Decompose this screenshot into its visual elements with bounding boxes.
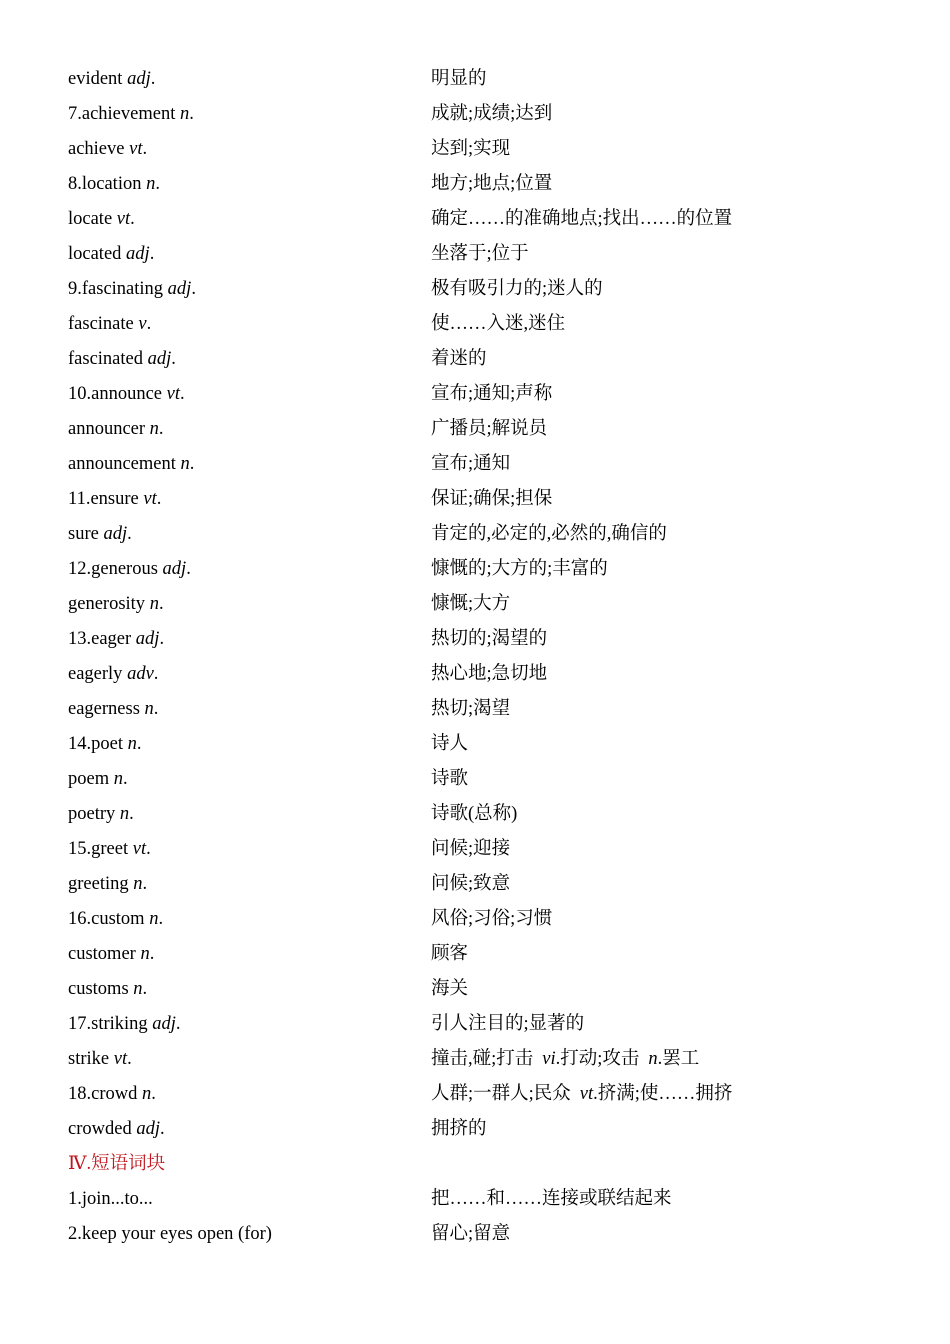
english-term: sure adj.	[68, 524, 132, 544]
english-term: announcement n.	[68, 454, 195, 474]
part-of-speech: adj	[127, 69, 151, 89]
part-of-speech: v	[138, 314, 147, 334]
english-term: eagerness n.	[68, 699, 159, 719]
english-term: 7.achievement n.	[68, 104, 194, 124]
part-of-speech: n	[179, 104, 190, 124]
chinese-meaning: 拥挤的	[431, 1119, 487, 1139]
chinese-meaning: 慷慨的;大方的;丰富的	[431, 559, 608, 579]
chinese-meaning: 问候;致意	[431, 874, 511, 894]
part-of-speech: n	[149, 594, 159, 614]
phrase-chinese: 把……和……连接或联结起来	[431, 1189, 672, 1209]
word-row	[0, 587, 950, 622]
chinese-meaning: 诗人	[431, 734, 469, 754]
part-of-speech: n	[119, 804, 130, 824]
part-of-speech: n	[127, 734, 137, 754]
phrase-row	[0, 1217, 950, 1252]
word-row	[0, 97, 950, 132]
english-term: poetry n.	[68, 804, 134, 824]
phrase-chinese: 留心;留意	[431, 1224, 511, 1244]
word-row	[0, 867, 950, 902]
word-row	[0, 692, 950, 727]
chinese-meaning: 风俗;习俗;习惯	[431, 909, 553, 929]
part-of-speech: n	[149, 909, 159, 929]
english-term: locate vt.	[68, 209, 135, 229]
word-row	[0, 1007, 950, 1042]
word-row	[0, 237, 950, 272]
chinese-meaning: 宣布;通知;声称	[431, 384, 553, 404]
english-term: 9.fascinating adj.	[68, 279, 196, 299]
vocabulary-list	[0, 62, 950, 1252]
word-row	[0, 447, 950, 482]
phrase-row	[0, 1182, 950, 1217]
word-row	[0, 307, 950, 342]
word-row-crowd	[0, 1077, 950, 1112]
word-rows	[0, 62, 950, 1042]
chinese-meaning: 问候;迎接	[431, 839, 511, 859]
chinese-meaning: 明显的	[431, 69, 487, 89]
part-of-speech: n	[146, 174, 156, 194]
chinese-meaning: 顾客	[431, 944, 469, 964]
word-row	[0, 62, 950, 97]
chinese-meaning: 坐落于;位于	[431, 244, 529, 264]
english-term: customer n.	[68, 944, 155, 964]
english-term: 15.greet vt.	[68, 839, 151, 859]
english-term: 17.striking adj.	[68, 1014, 181, 1034]
word-row	[0, 552, 950, 587]
word-row	[0, 657, 950, 692]
english-term: customs n.	[68, 979, 148, 999]
chinese-meaning: 确定……的准确地点;找出……的位置	[431, 209, 733, 229]
word-row	[0, 902, 950, 937]
english-term: evident adj.	[68, 69, 156, 89]
part-of-speech: adj	[135, 629, 160, 649]
english-term: fascinated adj.	[68, 349, 176, 369]
english-term: 18.crowd n.	[68, 1084, 156, 1104]
word-row	[0, 132, 950, 167]
english-term: poem n.	[68, 769, 128, 789]
word-row	[0, 762, 950, 797]
chinese-meaning: 极有吸引力的;迷人的	[431, 279, 603, 299]
chinese-meaning: 诗歌	[431, 769, 469, 789]
chinese-meaning: 地方;地点;位置	[431, 174, 553, 194]
chinese-meaning: 成就;成绩;达到	[431, 104, 553, 124]
phrase-english: 2.keep your eyes open (for)	[68, 1224, 272, 1244]
part-of-speech: n	[149, 419, 159, 439]
chinese-meaning: 慷慨;大方	[431, 594, 511, 614]
chinese-meaning: 着迷的	[431, 349, 487, 369]
part-of-speech: vt	[143, 489, 157, 509]
section-heading-row	[0, 1147, 950, 1182]
part-of-speech: adj	[167, 279, 192, 299]
word-row	[0, 377, 950, 412]
part-of-speech: adj	[126, 244, 150, 264]
part-of-speech: n	[133, 874, 143, 894]
english-term: 13.eager adj.	[68, 629, 165, 649]
word-row	[0, 622, 950, 657]
word-row	[0, 482, 950, 517]
english-term: eagerly adv.	[68, 664, 159, 684]
english-term: 12.generous adj.	[68, 559, 191, 579]
word-row-crowded	[0, 1112, 950, 1147]
english-term: located adj.	[68, 244, 155, 264]
chinese-meaning: 达到;实现	[431, 139, 511, 159]
english-term: announcer n.	[68, 419, 164, 439]
chinese-meaning: 使……入迷,迷住	[431, 314, 566, 334]
chinese-meaning: 热心地;急切地	[431, 664, 548, 684]
chinese-meaning: 引人注目的;显著的	[431, 1014, 585, 1034]
chinese-meaning: 热切的;渴望的	[431, 629, 548, 649]
word-row	[0, 727, 950, 762]
chinese-meaning: 广播员;解说员	[431, 419, 548, 439]
word-row	[0, 797, 950, 832]
part-of-speech: n	[133, 979, 143, 999]
chinese-meaning: 人群;一群人;民众 vt.挤满;使……拥挤	[431, 1084, 733, 1104]
chinese-meaning: 撞击,碰;打击 vi.打动;攻击 n.罢工	[431, 1049, 700, 1069]
phrase-english: 1.join...to...	[68, 1189, 153, 1209]
chinese-meaning: 肯定的,必定的,必然的,确信的	[431, 524, 667, 544]
english-term: achieve vt.	[68, 139, 148, 159]
chinese-meaning: 宣布;通知	[431, 454, 511, 474]
word-row-strike	[0, 1042, 950, 1077]
part-of-speech: adj	[103, 524, 128, 544]
part-of-speech: n	[140, 944, 150, 964]
english-term: crowded adj.	[68, 1119, 165, 1139]
part-of-speech: adj	[162, 559, 187, 579]
part-of-speech: adv	[127, 664, 154, 684]
part-of-speech: vt	[166, 384, 180, 404]
english-term: 16.custom n.	[68, 909, 164, 929]
english-term: 10.announce vt.	[68, 384, 185, 404]
chinese-meaning: 海关	[431, 979, 469, 999]
part-of-speech: vt	[116, 209, 131, 229]
english-term: strike vt.	[68, 1049, 132, 1069]
chinese-meaning: 诗歌(总称)	[431, 804, 518, 824]
part-of-speech: n	[144, 699, 154, 719]
english-term: 14.poet n.	[68, 734, 142, 754]
part-of-speech: n	[113, 769, 123, 789]
part-of-speech: adj	[152, 1014, 176, 1034]
part-of-speech: vt	[129, 139, 143, 159]
english-term: greeting n.	[68, 874, 148, 894]
word-row	[0, 972, 950, 1007]
word-row	[0, 517, 950, 552]
word-row	[0, 832, 950, 867]
section-heading: Ⅳ.短语词块	[68, 1154, 166, 1174]
english-term: 11.ensure vt.	[68, 489, 162, 509]
chinese-meaning: 保证;确保;担保	[431, 489, 553, 509]
english-term: fascinate v.	[68, 314, 152, 334]
chinese-meaning: 热切;渴望	[431, 699, 511, 719]
word-row	[0, 167, 950, 202]
part-of-speech: vt	[132, 839, 147, 859]
part-of-speech: n	[180, 454, 190, 474]
word-row	[0, 342, 950, 377]
word-row	[0, 272, 950, 307]
word-row	[0, 202, 950, 237]
english-term: 8.location n.	[68, 174, 160, 194]
word-row	[0, 937, 950, 972]
part-of-speech: adj	[147, 349, 172, 369]
english-term: generosity n.	[68, 594, 164, 614]
word-row	[0, 412, 950, 447]
